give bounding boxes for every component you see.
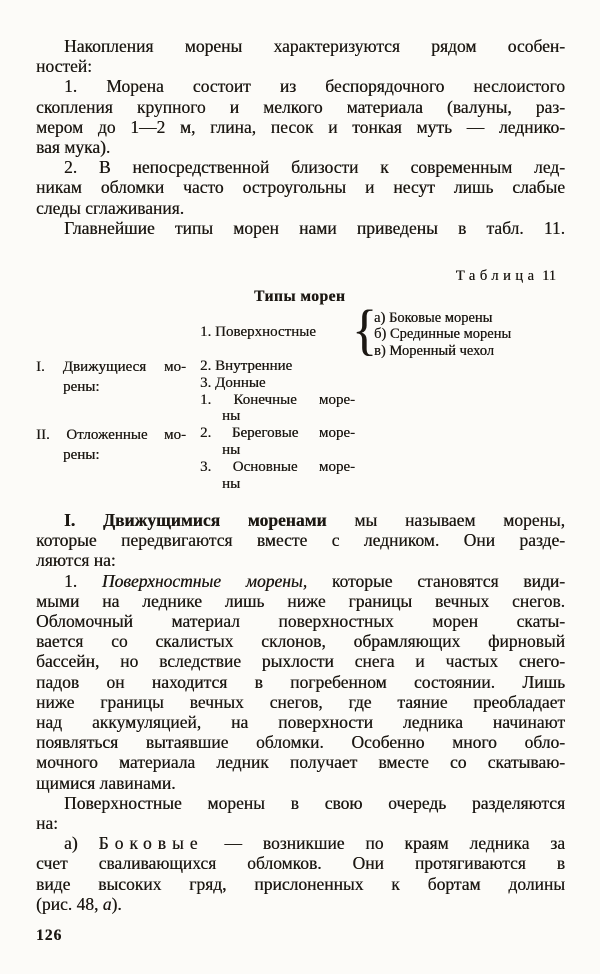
text-segment: падов он находится в погребенном состоянии. Лишь (36, 671, 565, 692)
text-segment: бассейн, но вследствие рыхлости снега и частых снего- (36, 651, 565, 672)
text-segment: 3. Донные (200, 374, 266, 391)
text-segment: 2. В непосредственной близости к современным лед- (64, 157, 565, 178)
text-segment: ны (222, 441, 241, 458)
text-segment: мыми на леднике лишь ниже границы вечных снегов. (36, 590, 565, 611)
text-segment: а (102, 893, 112, 914)
text-segment: виде высоких гряд, прислоненных к бортам долины (36, 873, 565, 894)
text-line (36, 853, 565, 873)
table-middle-column-first (200, 324, 355, 341)
text-line (36, 426, 186, 446)
text-line (36, 97, 565, 117)
text-segment: 3. Основные море- (200, 458, 355, 475)
text-line (36, 752, 565, 772)
page-number: 126 (36, 927, 63, 944)
text-line (374, 326, 574, 342)
text-line (36, 177, 565, 197)
text-segment: которые становятся види- (307, 570, 565, 591)
text-line (36, 571, 565, 591)
table-title: Типы морен (254, 288, 346, 305)
text-line (374, 343, 574, 359)
table-brace-items (374, 310, 574, 359)
text-line (36, 378, 186, 398)
text-line (200, 425, 355, 442)
text-segment: ). (111, 893, 122, 914)
text-segment: на: (36, 813, 58, 834)
text-line (36, 651, 565, 671)
text-line (36, 611, 565, 631)
text-segment: II. Отложенные мо- (36, 427, 186, 443)
text-line (36, 732, 565, 752)
text-line (36, 218, 565, 238)
text-line (36, 358, 186, 378)
text-segment: счет сваливающихся обломков. Они протягиваются в (36, 853, 565, 874)
text-segment: мы называем морены, (326, 510, 565, 530)
text-segment: следы сглаживания. (36, 197, 185, 218)
text-line (36, 894, 565, 914)
text-segment: ностей: (36, 56, 92, 77)
text-line (200, 358, 355, 375)
text-segment: которые передвигаются вместе с ледником. Они разде- (36, 530, 565, 551)
text-segment: мером до 1—2 м, глина, песок и тонкая муть — леднико- (36, 116, 565, 137)
text-segment: 2. Береговые море- (200, 425, 355, 442)
text-line (36, 198, 565, 218)
text-line (36, 36, 565, 56)
text-segment: Поверхностные морены в свою очередь разделяются (64, 792, 565, 813)
text-segment: вается со скалистых склонов, обрамляющих фирновый (36, 631, 565, 652)
text-segment: Главнейшие типы морен нами приведены в табл. 11. (64, 217, 565, 238)
text-segment: скопления крупного и мелкого материала (валуны, раз- (36, 96, 565, 117)
text-segment: щимися лавинами. (36, 772, 176, 793)
text-line (36, 833, 565, 853)
text-line (36, 672, 565, 692)
table-caption (456, 268, 556, 285)
table-middle-column-rest (200, 358, 355, 492)
text-line (374, 310, 574, 326)
text-segment: I. Движущиеся мо- (36, 359, 186, 375)
text-segment: а) Боковые морены (374, 310, 493, 326)
text-line (36, 550, 565, 570)
text-line (36, 692, 565, 712)
text-line (36, 446, 186, 466)
text-line (36, 813, 565, 833)
text-line (36, 773, 565, 793)
text-segment: Накопления морены характеризуются рядом особен- (64, 36, 565, 56)
text-line (36, 712, 565, 732)
text-segment: рены: (63, 446, 100, 463)
text-segment: Боковые (98, 833, 204, 854)
text-segment: 1. Конечные море- (200, 391, 355, 408)
text-segment: Обломочный материал поверхностных морен скаты- (36, 611, 565, 632)
text-line (200, 375, 355, 392)
text-line (36, 56, 565, 76)
table-left-column-row-2 (36, 426, 186, 465)
text-segment: Поверхностные морены, (101, 570, 308, 591)
curly-brace-glyph: { (352, 299, 377, 362)
text-line (36, 793, 565, 813)
text-segment: б) Срединные морены (374, 326, 512, 343)
text-segment: 1. Морена состоит из беспорядочного неслоистого (64, 76, 565, 97)
text-segment: рены: (63, 378, 100, 395)
text-segment: 1. (64, 570, 102, 591)
text-segment: 2. Внутренние (200, 358, 293, 374)
text-line (36, 874, 565, 894)
text-segment: — возникшие по краям ледника за (203, 833, 565, 854)
text-segment: I. Движущимися моренами (64, 510, 327, 530)
text-line (36, 591, 565, 611)
text-segment: вая мука). (36, 137, 111, 158)
text-segment: а) (64, 833, 99, 854)
text-line (36, 76, 565, 96)
text-segment: 11 (538, 268, 556, 284)
text-line (36, 157, 565, 177)
text-segment: в) Моренный чехол (374, 342, 494, 359)
text-segment: 1. Поверхностные (200, 324, 316, 340)
intro-text-block (36, 36, 565, 238)
text-line (36, 510, 565, 530)
text-segment: над аккумуляцией, на поверхности ледника начинают (36, 712, 565, 733)
text-line (200, 442, 355, 459)
text-line (36, 117, 565, 137)
text-segment: Таблица (455, 268, 539, 284)
text-line (36, 631, 565, 651)
text-segment: (рис. 48, (36, 893, 103, 914)
text-segment: появляться вытаявшие обломки. Особенно много обло- (36, 732, 565, 753)
text-segment: ны (222, 475, 241, 492)
text-line (200, 408, 355, 425)
text-segment: ны (222, 408, 241, 425)
text-line (200, 392, 355, 409)
text-segment: мочного материала ледник получает вместе со скатываю- (36, 752, 565, 773)
text-line (200, 476, 355, 493)
body-text-block (36, 510, 565, 914)
text-segment: ляются на: (36, 550, 116, 571)
table-left-column-row-1 (36, 358, 186, 397)
text-line (36, 530, 565, 550)
text-line (200, 459, 355, 476)
text-segment: никам обломки часто остроугольны и несут лишь слабые (36, 177, 565, 198)
text-line (200, 324, 355, 341)
text-line (36, 137, 565, 157)
text-segment: ниже границы вечных снегов, где таяние преобладает (36, 691, 565, 712)
